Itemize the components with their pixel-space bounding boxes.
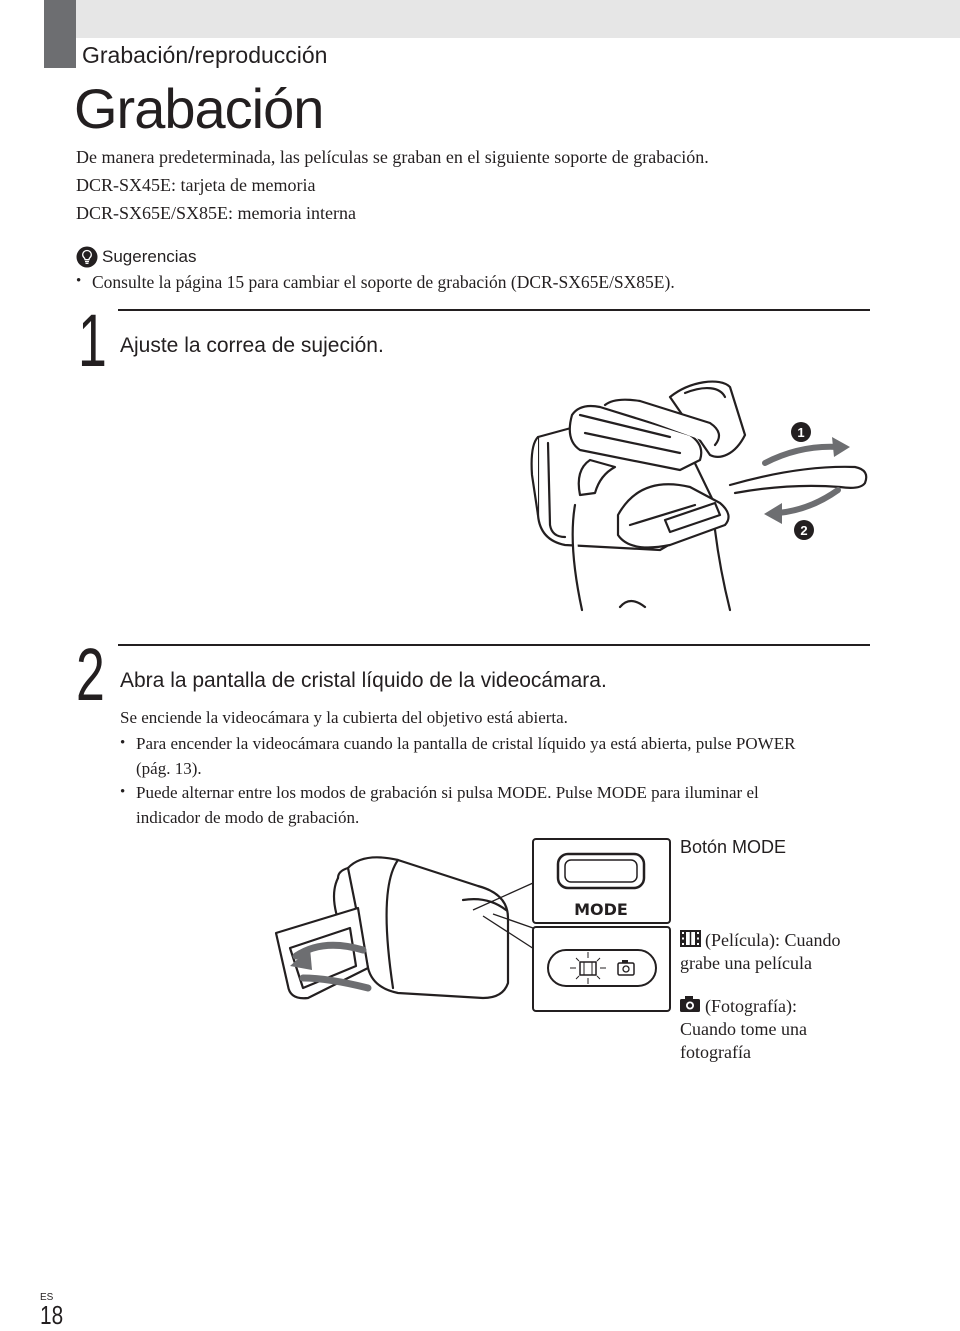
photo-mode-line2: Cuando tome una: [680, 1019, 807, 1039]
grip-belt-illustration: [520, 375, 880, 620]
intro-line-1: De manera predeterminada, las películas se graban en el siguiente soporte de grabación.: [76, 147, 709, 167]
step2-bullet2-line2: indicador de modo de grabación.: [136, 808, 360, 827]
page-title: Grabación: [74, 77, 324, 140]
header-bar: [76, 0, 960, 38]
step1-number: 1: [78, 299, 107, 382]
mode-button-callout: [532, 838, 672, 926]
film-icon: [680, 930, 701, 947]
step2-bullet2-line1: Puede alternar entre los modos de grabación si pulsa MODE. Pulse MODE para iluminar el: [136, 783, 759, 802]
page-language: ES: [40, 1292, 54, 1303]
step2-number: 2: [76, 633, 105, 716]
step2-body: Se enciende la videocámara y la cubierta del objetivo está abierta.: [120, 708, 568, 727]
step2-rule: [118, 644, 870, 646]
step2-bullet1-line2: (pág. 13).: [136, 759, 202, 778]
page-number: 18: [40, 1300, 64, 1330]
header-corner-mark: [44, 0, 76, 68]
photo-mode-line3: fotografía: [680, 1042, 751, 1062]
tips-bullet: Consulte la página 15 para cambiar el soporte de grabación (DCR-SX65E/SX85E).: [92, 272, 675, 292]
intro-line-2: DCR-SX45E: tarjeta de memoria: [76, 175, 316, 195]
lightbulb-icon: [76, 246, 98, 268]
step2-title: Abra la pantalla de cristal líquido de la videocámara.: [120, 669, 607, 692]
camera-icon: [680, 996, 700, 1012]
section-title: Grabación/reproducción: [82, 42, 328, 68]
marker-1: 1: [797, 425, 805, 440]
step2-bullet1-line1: Para encender la videocámara cuando la pantalla de cristal líquido ya está abierta, pulse POWER: [136, 734, 796, 753]
mode-label: MODE: [574, 900, 628, 919]
mode-button-caption: Botón MODE: [680, 837, 787, 857]
intro-line-3: DCR-SX65E/SX85E: memoria interna: [76, 203, 356, 223]
photo-mode-line1: (Fotografía):: [705, 996, 797, 1016]
movie-mode-line2: grabe una película: [680, 953, 812, 973]
movie-mode-line1: (Película): Cuando: [705, 930, 841, 950]
step1-title: Ajuste la correa de sujeción.: [120, 334, 384, 357]
photo-indicator-icon: [618, 960, 634, 975]
mode-indicator-callout: [532, 926, 672, 1014]
tips-heading-label: Sugerencias: [102, 247, 197, 266]
tips-heading: [76, 246, 197, 268]
step1-rule: [118, 309, 870, 311]
marker-2: 2: [800, 523, 808, 538]
